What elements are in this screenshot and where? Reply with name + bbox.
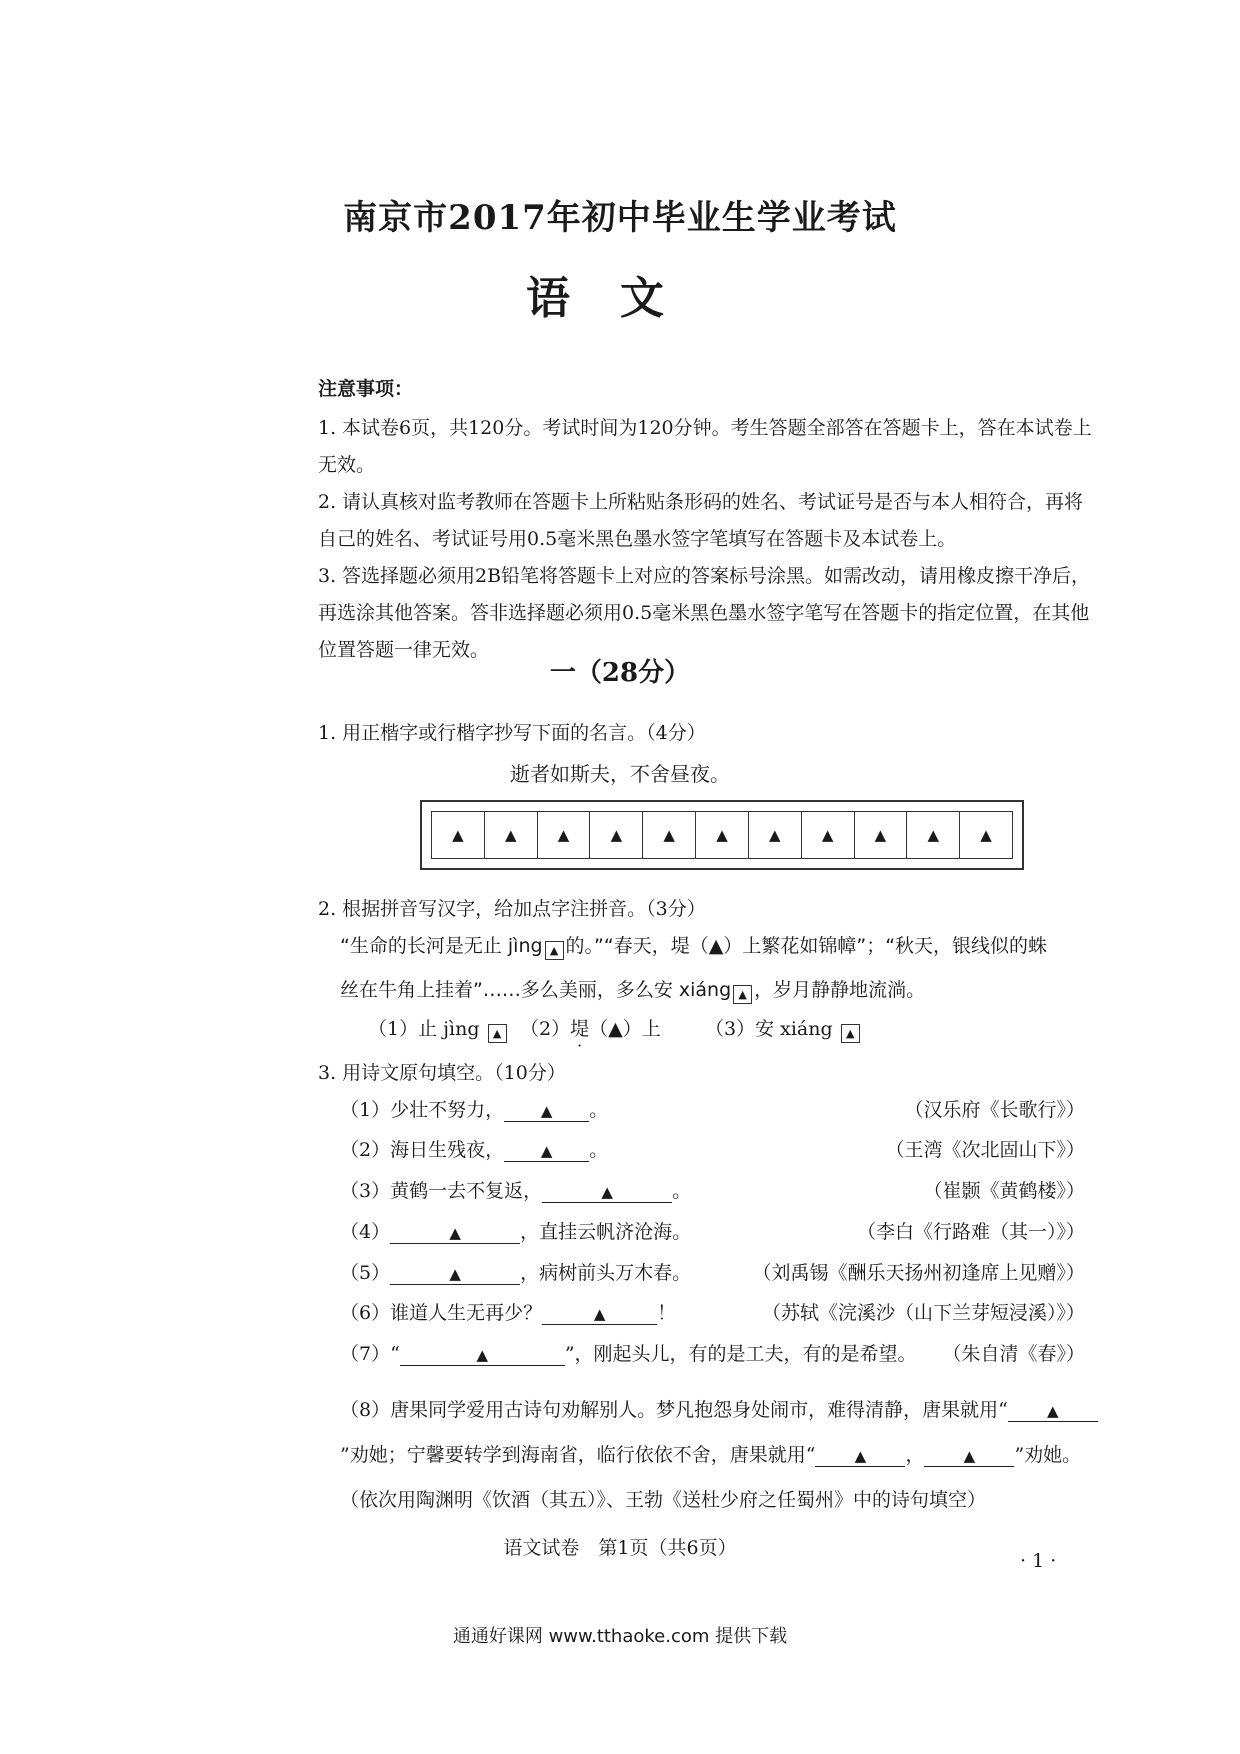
sub-label: （ [589,1018,609,1040]
question-1-prompt: 1. 用正楷字或行楷字抄写下面的名言。（4分） [318,722,706,744]
page-footer: 语文试卷 第1页（共6页） [503,1537,737,1559]
answer-blank[interactable]: ▲ [924,1446,1014,1467]
subject-title: 语文 [526,273,714,324]
passage-text: ，岁月静静地流淌。 [754,979,926,1001]
answer-blank[interactable]: ▲ [504,1101,589,1122]
notice-number: 2. [318,491,337,513]
exam-title: 南京市2017年初中毕业生学业考试 [343,198,897,238]
question-1-quote: 逝者如斯夫，不舍昼夜。 [510,762,730,786]
dotted-char: 堤 [570,1018,590,1040]
item-text: （5） [340,1262,391,1284]
poem-source: （崔颢《黄鹤楼》） [923,1180,1085,1202]
poem-source: （汉乐府《长歌行》） [904,1099,1085,1121]
answer-box[interactable]: ▲ [733,985,752,1004]
notice-text: 答选择题必须用2B铅笔将答题卡上对应的答案标号涂黑。如需改动，请用橡皮擦干净后，再选涂其他答案。答非选择题必须用0.5毫米黑色墨水签字笔写在答题卡的指定位置，在其他位置答题一律无效。 [318,565,1091,661]
item-text: （2）海日生残夜， [340,1139,505,1161]
poem-source: （李白《行路难（其一）》） [856,1221,1085,1243]
item-text: 。 [672,1180,692,1202]
poem-source: （王湾《次北固山下》） [885,1139,1085,1161]
item-text: （6）谁道人生无再少？ [340,1302,543,1324]
item-text: 。 [589,1139,609,1161]
poem-source: （苏轼《浣溪沙（山下兰芽短浸溪）》） [761,1302,1085,1324]
answer-box[interactable]: ▲ [488,1024,507,1043]
notice-text: 本试卷6页，共120分。考试时间为120分钟。考生答题全部答在答题卡上，答在本试卷上无效。 [318,417,1092,476]
grid-cell[interactable]: ▲ [485,812,538,858]
item-text: （4） [340,1221,391,1243]
notice-item [318,484,1094,558]
notice-heading: 注意事项： [318,378,414,400]
sub-label: ）上 [622,1018,661,1040]
grid-cell[interactable]: ▲ [643,812,696,858]
item-text: 。 [589,1099,609,1121]
grid-cell[interactable]: ▲ [538,812,591,858]
item-text: （7）“ [340,1343,400,1365]
poem-fill-item [340,1339,917,1366]
page-number: · 1 · [1020,1550,1057,1572]
question-3-item-8 [340,1388,1100,1523]
answer-mark[interactable]: ▲ [708,935,724,957]
poem-fill-item [340,1176,691,1203]
item-text: ，直挂云帆济沧海。 [520,1221,692,1243]
grid-cell[interactable]: ▲ [749,812,802,858]
item-text: ”劝她；宁馨要转学到海南省，临行依依不舍，唐果就用“ [340,1444,816,1466]
answer-blank[interactable]: ▲ [504,1141,589,1162]
download-credit: 通通好课网 www.tthaoke.com 提供下载 [452,1626,788,1647]
answer-mark[interactable]: ▲ [608,1018,623,1040]
passage-text: “生命的长河是无止 jìng [340,935,543,957]
item-text: ”，刚起头儿，有的是工夫，有的是希望。 [564,1343,917,1365]
sub-label: （3）安 xiáng [705,1018,833,1040]
answer-box[interactable]: ▲ [545,941,564,960]
poem-fill-item [340,1095,608,1122]
answer-box[interactable]: ▲ [841,1024,860,1043]
answer-blank[interactable]: ▲ [390,1264,520,1285]
grid-cell[interactable]: ▲ [590,812,643,858]
question-2-prompt: 2. 根据拼音写汉字，给加点字注拼音。（3分） [318,898,706,920]
sub-label: （2） [520,1018,571,1040]
sub-label: （1）止 jìng [368,1018,480,1040]
notice-number: 1. [318,417,337,439]
notice-item [318,410,1094,484]
poem-source: （朱自清《春》） [942,1343,1085,1365]
answer-blank[interactable]: ▲ [400,1345,565,1366]
passage-text: 丝在牛角上挂着”……多么美丽，多么安 xiáng [340,979,732,1001]
answer-blank[interactable]: ▲ [390,1223,520,1244]
answer-blank[interactable]: ▲ [542,1304,657,1325]
item-text: （8）唐果同学爱用古诗句劝解别人。梦凡抱怨身处闹市，难得清静，唐果就用“ [340,1399,1008,1421]
grid-cell[interactable]: ▲ [855,812,908,858]
grid-cell[interactable]: ▲ [696,812,749,858]
item-text: （1）少壮不努力， [340,1099,505,1121]
item-text: ，病树前头万木春。 [520,1262,692,1284]
notice-number: 3. [318,565,337,587]
notice-text: 请认真核对监考教师在答题卡上所粘贴条形码的姓名、考试证号是否与本人相符合，再将自己的姓名、考试证号用0.5毫米黑色墨水签字笔填写在答题卡及本试卷上。 [318,491,1084,550]
passage-text: 的。”“春天，堤（ [565,935,709,957]
poem-fill-item [340,1135,608,1162]
section-heading: 一（28分） [549,658,691,688]
item-text: ！ [657,1302,677,1324]
question-2-sub-1 [368,1014,509,1043]
item-text: ”劝她。（依次用陶渊明《饮酒（其五）》、王勃《送杜少府之任蜀州》中的诗句填空） [340,1444,1082,1511]
passage-text: ）上繁花如锦幛”；“秋天，银线似的蛛 [723,935,1048,957]
answer-blank[interactable]: ▲ [815,1446,905,1467]
item-text: （3）黄鹤一去不复返， [340,1180,543,1202]
question-2-passage [340,924,1100,1012]
poem-fill-item [340,1217,691,1244]
grid-cell[interactable]: ▲ [980,826,992,844]
grid-cell[interactable]: ▲ [802,812,855,858]
answer-blank[interactable]: ▲ [1008,1401,1098,1422]
grid-cell[interactable]: ▲ [432,812,485,858]
grid-cell[interactable]: ▲ [907,812,960,858]
question-2-sub-2 [520,1014,661,1041]
answer-blank[interactable]: ▲ [542,1182,672,1203]
poem-fill-item [340,1258,691,1285]
poem-fill-item [340,1298,676,1325]
question-2-sub-3 [705,1014,862,1043]
question-3-prompt: 3. 用诗文原句填空。（10分） [318,1062,566,1084]
poem-source: （刘禹锡《酬乐天扬州初逢席上见赠》） [752,1262,1085,1284]
copy-grid [420,800,1024,870]
item-text: ， [905,1444,925,1466]
